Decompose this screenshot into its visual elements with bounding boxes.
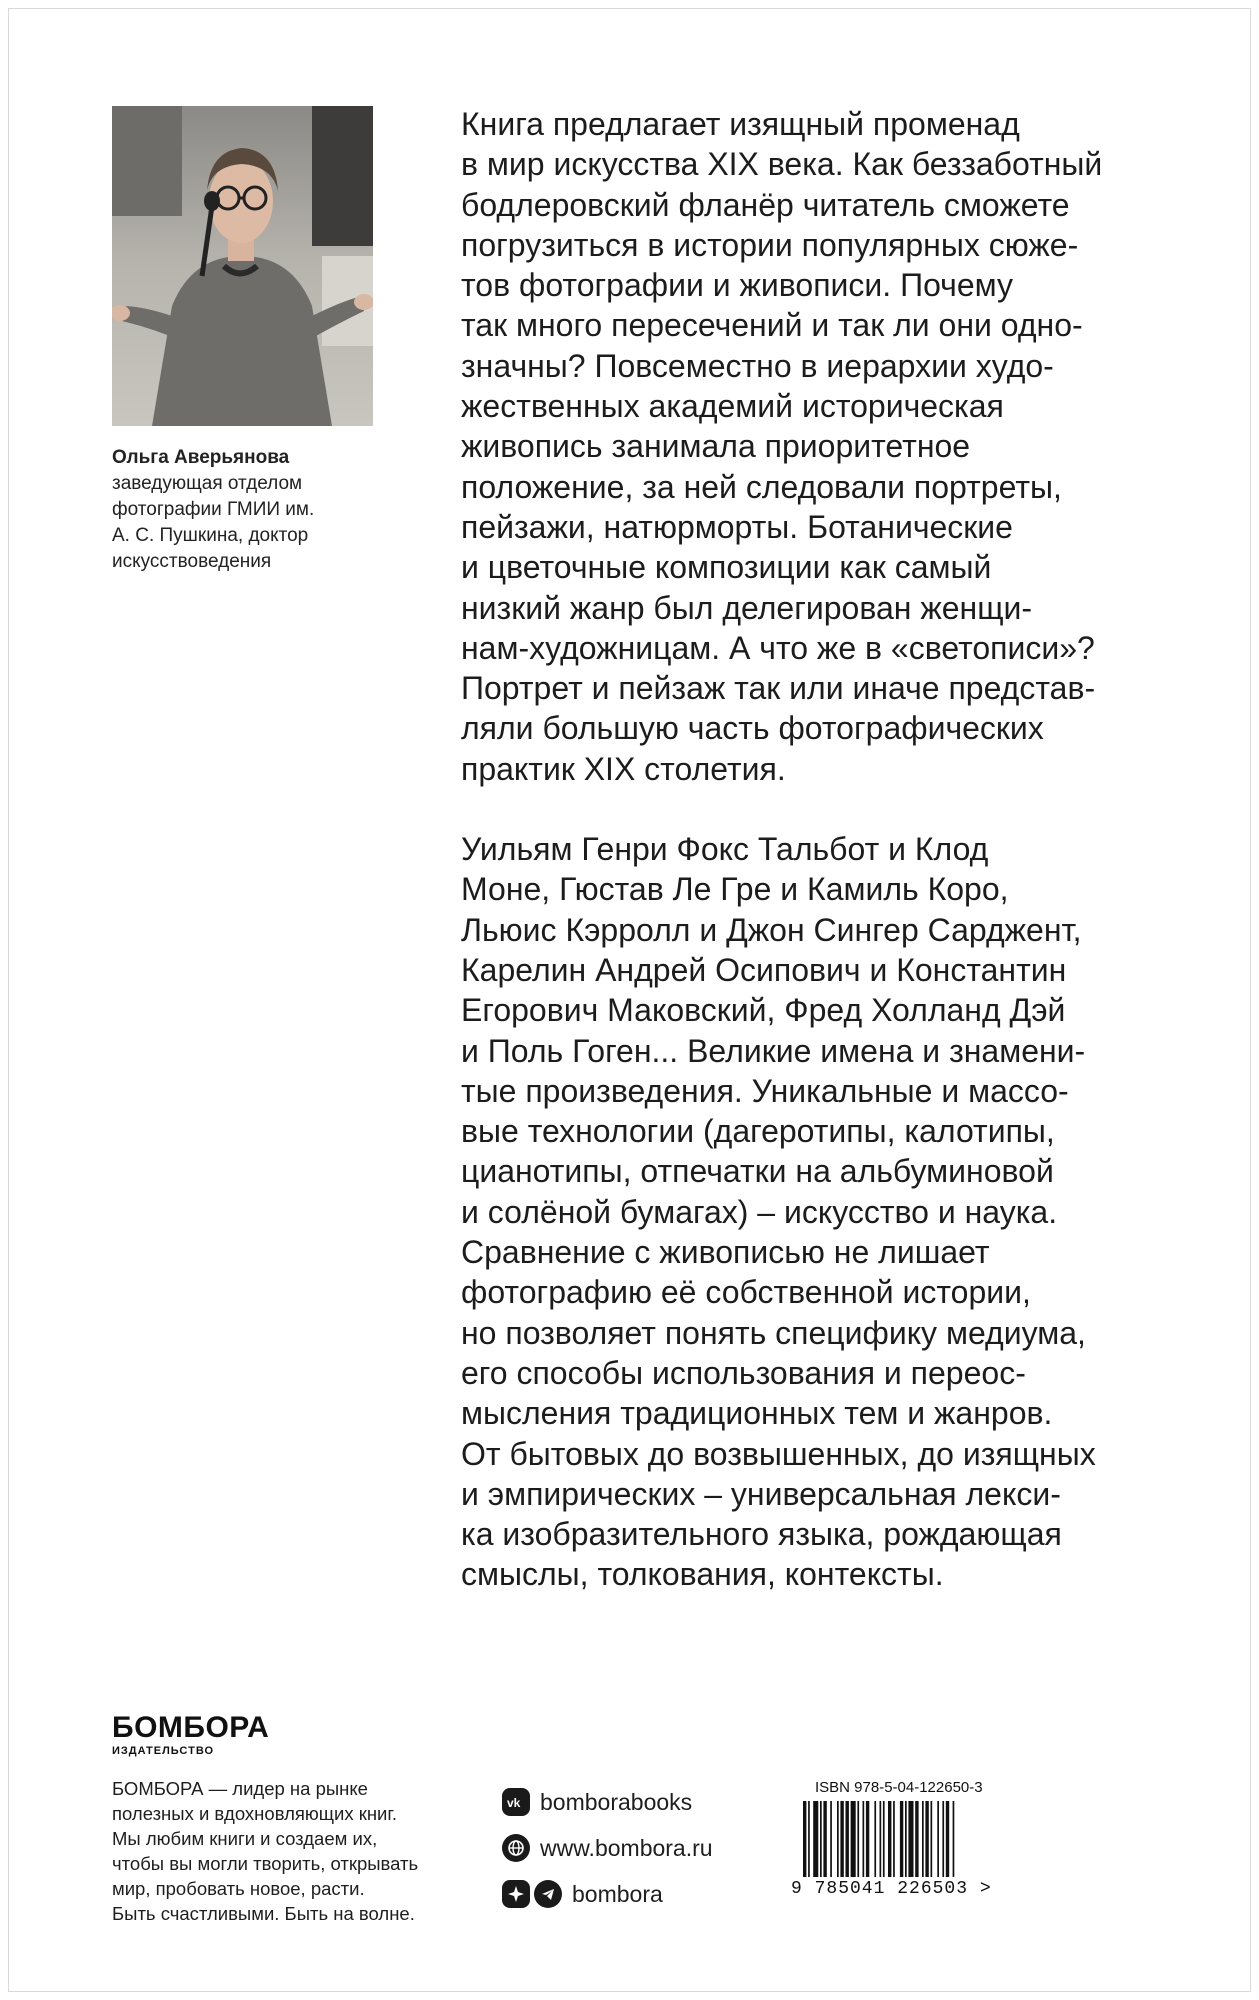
star-icon <box>502 1880 530 1908</box>
about-line: Мы любим книги и создаем их, <box>112 1828 378 1849</box>
publisher-links <box>502 1779 713 1917</box>
svg-text:vk: vk <box>507 1796 521 1809</box>
text-line: мысления традиционных тем и жанров. <box>461 1395 1053 1432</box>
text-line: так много пересечений и так ли они одно- <box>461 307 1083 344</box>
text-line: цианотипы, отпечатки на альбуминовой <box>461 1153 1054 1190</box>
text-line: и солёной бумагах) – искусство и наука. <box>461 1193 1058 1230</box>
text-line: Моне, Гюстав Ле Гре и Камиль Коро, <box>461 871 1009 908</box>
publisher-logo-word: БОМБОРА <box>112 1711 270 1744</box>
text-line: Уильям Генри Фокс Тальбот и Клод <box>461 831 989 868</box>
website-link[interactable] <box>502 1825 713 1871</box>
text-line: Сравнение с живописью не лишает <box>461 1234 990 1271</box>
text-line: Карелин Андрей Осипович и Константин <box>461 951 1067 988</box>
text-line: Книга предлагает изящный променад <box>461 106 1020 142</box>
author-photo-illustration <box>112 106 373 426</box>
about-line: чтобы вы могли творить, открывать <box>112 1853 419 1874</box>
text-line: но позволяет понять специфику медиума, <box>461 1314 1086 1351</box>
description-paragraph-1 <box>461 104 1221 789</box>
about-line: полезных и вдохновляющих книг. <box>112 1803 397 1824</box>
text-line: Егорович Маковский, Фред Холланд Дэй <box>461 992 1066 1029</box>
author-caption <box>112 445 382 575</box>
text-line: бодлеровский фланёр читатель сможете <box>461 186 1070 223</box>
description-paragraph-2 <box>461 829 1221 1595</box>
text-line: смыслы, толкования, контексты. <box>461 1556 944 1593</box>
globe-icon <box>502 1834 530 1862</box>
author-photo <box>112 106 373 426</box>
author-name: Ольга Аверьянова <box>112 447 290 468</box>
barcode-digits: 9 785041 226503 > <box>791 1879 992 1899</box>
publisher-logo <box>112 1712 269 1758</box>
vk-icon <box>502 1788 530 1816</box>
book-back-cover <box>8 8 1251 1992</box>
text-line: в мир искусства XIX века. Как беззаботный <box>461 146 1103 183</box>
telegram-icon <box>534 1880 562 1908</box>
text-line: ляли большую часть фотографических <box>461 710 1044 747</box>
text-line: и цветочные композиции как самый <box>461 549 992 586</box>
text-line: нам-художницам. А что же в «светописи»? <box>461 629 1095 666</box>
messenger-link[interactable] <box>502 1871 713 1917</box>
vk-link-label: bomborabooks <box>540 1788 693 1815</box>
about-line: Быть счастливыми. Быть на волне. <box>112 1903 415 1924</box>
about-line: БОМБОРА — лидер на рынке <box>112 1778 368 1799</box>
author-role-line: фотографии ГМИИ им. <box>112 499 315 520</box>
text-line: тые произведения. Уникальные и массо- <box>461 1072 1069 1109</box>
about-line: мир, пробовать новое, расти. <box>112 1878 365 1899</box>
text-line: пейзажи, натюрморты. Ботанические <box>461 508 1013 545</box>
text-line: погрузиться в истории популярных сюже- <box>461 226 1079 263</box>
text-line: Портрет и пейзаж так или иначе представ- <box>461 670 1096 707</box>
text-line: тов фотографии и живописи. Почему <box>461 267 1013 304</box>
text-line: От бытовых до возвышенных, до изящных <box>461 1435 1096 1472</box>
publisher-about <box>112 1776 452 1926</box>
text-line: практик XIX столетия. <box>461 750 786 787</box>
text-line: низкий жанр был делегирован женщи- <box>461 589 1033 626</box>
text-line: и Поль Гоген... Великие имена и знамени- <box>461 1032 1086 1069</box>
text-line: и эмпирических – универсальная лекси- <box>461 1475 1061 1512</box>
author-role-line: заведующая отделом <box>112 473 303 494</box>
text-line: положение, за ней следовали портреты, <box>461 468 1062 505</box>
text-line: фотографию её собственной истории, <box>461 1274 1031 1311</box>
text-line: вые технологии (дагеротипы, калотипы, <box>461 1113 1055 1150</box>
vk-link[interactable] <box>502 1779 713 1825</box>
text-line: Льюис Кэрролл и Джон Сингер Сарджент, <box>461 911 1082 948</box>
author-role-line: искусствоведения <box>112 551 272 572</box>
text-line: его способы использования и переос- <box>461 1354 1026 1391</box>
text-line: живопись занимала приоритетное <box>461 428 971 465</box>
text-line: ка изобразительного языка, рождающая <box>461 1516 1062 1553</box>
author-role-line: А. С. Пушкина, доктор <box>112 525 309 546</box>
website-link-label: www.bombora.ru <box>540 1834 713 1861</box>
barcode-bars <box>803 1801 1003 1881</box>
text-line: значны? Повсеместно в иерархии худо- <box>461 347 1054 384</box>
isbn-barcode <box>791 1779 1011 1904</box>
book-description <box>461 104 1221 1595</box>
isbn-label: ISBN 978-5-04-122650-3 <box>815 1779 983 1796</box>
messenger-link-label: bombora <box>572 1880 663 1907</box>
text-line: жественных академий историческая <box>461 388 1004 425</box>
publisher-logo-subtitle: ИЗДАТЕЛЬСТВО <box>112 1745 215 1757</box>
